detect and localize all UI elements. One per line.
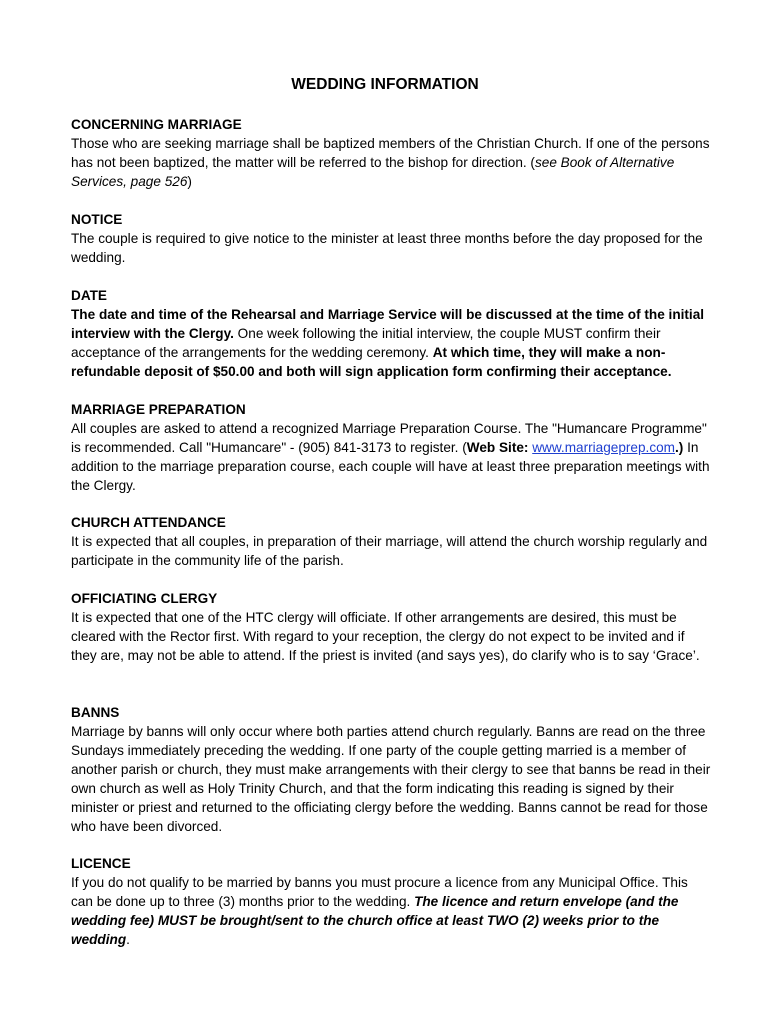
website-link[interactable]: www.marriageprep.com	[532, 440, 675, 455]
section-licence	[71, 854, 711, 949]
section-church-attendance	[71, 513, 711, 570]
section-body	[71, 419, 711, 495]
section-body	[71, 873, 711, 949]
section-banns	[71, 703, 711, 836]
body-text: )	[187, 174, 192, 189]
link-close: .)	[675, 440, 684, 455]
section-marriage-preparation	[71, 400, 711, 495]
section-concerning-marriage	[71, 115, 711, 191]
bold-text: At which time, they will make a non-refundable deposit of $50.00 and both will sign application form confirming their acceptance.	[71, 345, 672, 379]
section-heading: OFFICIATING CLERGY	[71, 591, 218, 606]
page-title: WEDDING INFORMATION	[291, 76, 479, 93]
section-heading: LICENCE	[71, 856, 131, 871]
website-label: Web Site:	[466, 440, 529, 455]
reference-text: see Book of Alternative Services, page 526	[71, 155, 675, 189]
body-text: In addition to the marriage preparation course, each couple will have at least three preparation meetings with the Clergy.	[71, 440, 710, 493]
section-heading: CONCERNING MARRIAGE	[71, 117, 242, 132]
body-text: .	[126, 932, 130, 947]
section-heading: DATE	[71, 288, 107, 303]
section-heading: NOTICE	[71, 212, 123, 227]
bold-italic-text: The licence and return envelope (and the wedding fee) MUST be brought/sent to the church office at least TWO (2) weeks prior to the wedding	[71, 894, 679, 947]
section-officiating-clergy	[71, 589, 711, 665]
section-heading: CHURCH ATTENDANCE	[71, 515, 226, 530]
section-body	[71, 305, 711, 381]
section-heading: MARRIAGE PREPARATION	[71, 402, 246, 417]
section-body: Marriage by banns will only occur where both parties attend church regularly. Banns are read on the three Sundays immediately preceding the wedding. If one party of the couple getting married is a member of another parish or church, they must make arrangements with their clergy to see that banns be read in their own church as well as Holy Trinity Church, and that the form indicating this reading is signed by their minister or priest and returned to the officiating clergy before the wedding. Banns cannot be read for those who have been divorced.	[71, 724, 711, 834]
section-notice	[71, 210, 711, 267]
body-text: If you do not qualify to be married by banns you must procure a licence from any Municipal Office. This can be done up to three (3) months prior to the wedding.	[71, 875, 688, 909]
section-heading: BANNS	[71, 705, 120, 720]
section-body: The couple is required to give notice to the minister at least three months before the day proposed for the wedding.	[71, 231, 703, 265]
section-body	[71, 134, 711, 191]
body-text: Those who are seeking marriage shall be baptized members of the Christian Church. If one of the persons has not been baptized, the matter will be referred to the bishop for direction. (	[71, 136, 710, 170]
section-date	[71, 286, 711, 381]
body-text: One week following the initial interview, the couple MUST confirm their acceptance of the arrangements for the wedding ceremony.	[71, 326, 661, 360]
section-body: It is expected that one of the HTC clergy will officiate. If other arrangements are desired, this must be cleared with the Rector first. With regard to your reception, the clergy do not expect to be invited and if they are, may not be able to attend. If the priest is invited (and says yes), do clarify who is to say ‘Grace’.	[71, 610, 700, 663]
bold-text: The date and time of the Rehearsal and Marriage Service will be discussed at the time of the initial interview with the Clergy.	[71, 307, 705, 341]
section-body: It is expected that all couples, in preparation of their marriage, will attend the church worship regularly and participate in the community life of the parish.	[71, 534, 708, 568]
body-text: All couples are asked to attend a recognized Marriage Preparation Course. The "Humancare Programme" is recommended. Call "Humancare" - (905) 841-3173 to register. (	[71, 421, 707, 455]
